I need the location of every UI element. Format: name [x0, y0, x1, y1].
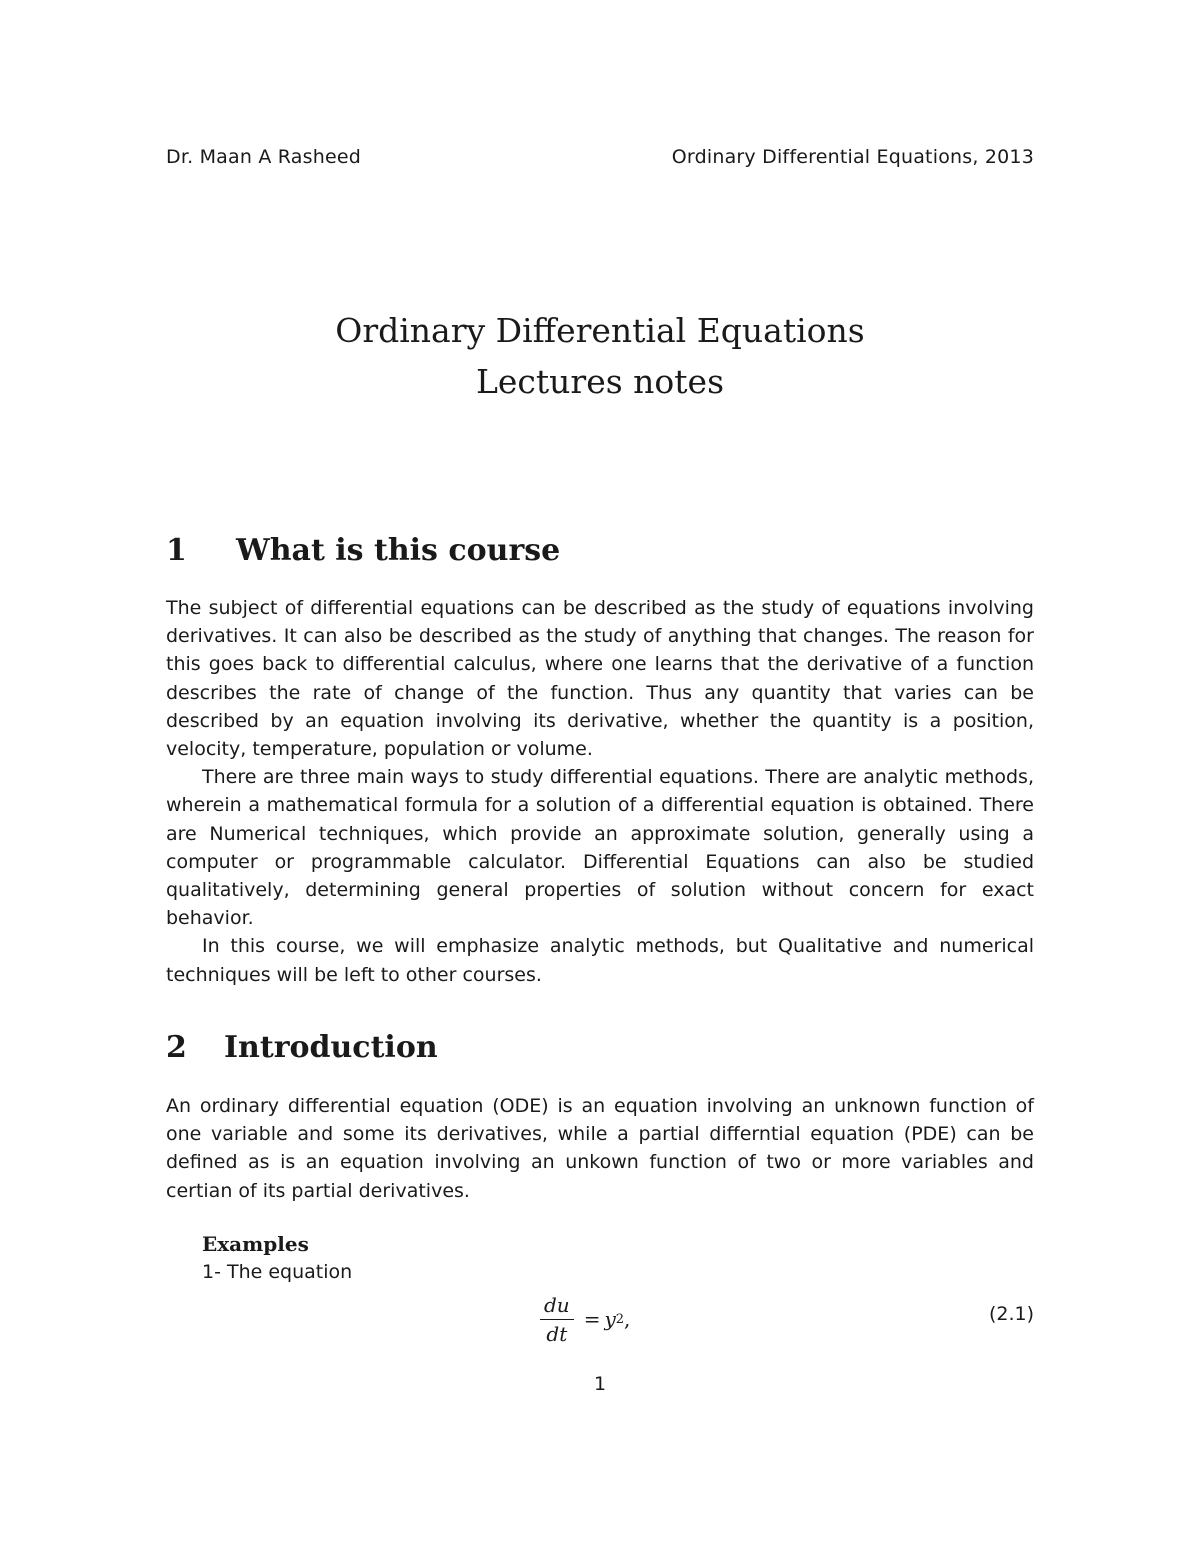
section-1-paragraph-2: There are three main ways to study differential equations. There are analytic methods, wherein a mathematical formula for a solution of a differential equation is obtained. There are Numerical techniques, which provide an approximate solution, generally using a computer or programmable calculator. Differential Equations can also be studied qualitatively, determining general properties of solution without concern for exact behavior.	[166, 766, 1034, 930]
equation-fraction	[540, 1293, 574, 1346]
running-head-author: Dr. Maan A Rasheed	[166, 146, 361, 168]
equation-rhs-base: y	[604, 1307, 616, 1331]
example-1-intro: 1- The equation	[202, 1261, 353, 1283]
section-1-heading	[166, 533, 560, 568]
section-2-number: 2	[166, 1030, 187, 1065]
running-head	[166, 146, 1034, 168]
title-line-2: Lectures notes	[475, 362, 724, 401]
equation-2-1	[540, 1284, 630, 1354]
equation-numerator: du	[540, 1293, 574, 1320]
section-2-heading	[166, 1030, 438, 1065]
running-head-course: Ordinary Differential Equations, 2013	[671, 146, 1034, 168]
section-1-title: What is this course	[236, 533, 561, 568]
section-1-paragraph-3: In this course, we will emphasize analytic methods, but Qualitative and numerical techniques will be left to other courses.	[166, 935, 1034, 986]
page-number: 1	[593, 1373, 607, 1395]
section-2-body	[166, 1092, 1034, 1205]
section-1-body	[166, 594, 1034, 989]
equation-trailing-comma: ,	[624, 1307, 631, 1331]
equation-equals-sign: =	[583, 1307, 601, 1331]
document-title	[0, 305, 1200, 407]
equation-number: (2.1)	[988, 1303, 1034, 1325]
equation-rhs-exponent: 2	[615, 1311, 625, 1327]
title-line-1: Ordinary Differential Equations	[335, 311, 865, 350]
equation-denominator: dt	[546, 1321, 568, 1346]
section-2-title: Introduction	[224, 1030, 438, 1065]
examples-label: Examples	[202, 1232, 309, 1256]
section-2-paragraph-1: An ordinary differential equation (ODE) is an equation involving an unknown function of one variable and some its derivatives, while a partial differntial equation (PDE) can be defined as is an equation involving an unkown function of two or more variables and certian of its partial derivatives.	[166, 1095, 1034, 1202]
section-1-paragraph-1: The subject of differential equations can be described as the study of equations involving derivatives. It can also be described as the study of anything that changes. The reason for this goes back to differential calculus, where one learns that the derivative of a function describes the rate of change of the function. Thus any quantity that varies can be described by an equation involving its derivative, whether the quantity is a position, velocity, temperature, population or volume.	[166, 597, 1034, 761]
section-1-number: 1	[166, 533, 187, 568]
